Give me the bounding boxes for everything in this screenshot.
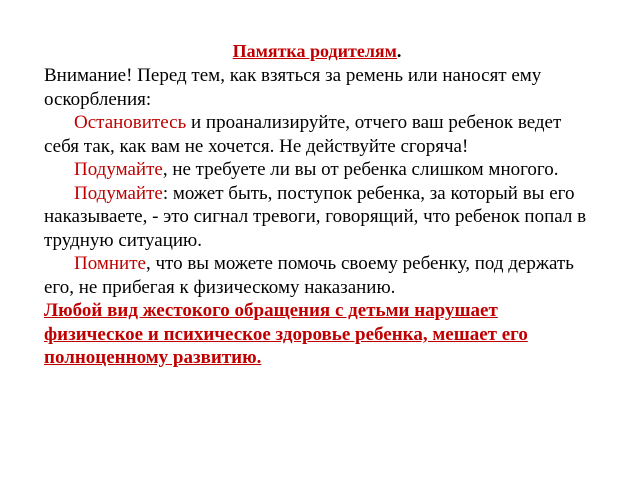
memo-item-text: : может быть, поступок ребенка, за который вы его наказываете, - это сигнал тревоги, говорящий, что ребенок попал в трудную ситуацию. — [44, 182, 587, 251]
memo-item-keyword: Остановитесь — [74, 112, 187, 133]
memo-item-think-demands — [44, 158, 590, 182]
memo-warning: Любой вид жестокого обращения с детьми нарушает физическое и психическое здоровье ребенка, мешает его полноценному развитию. — [44, 300, 528, 368]
memo-item-think-signal — [44, 182, 590, 253]
memo-intro: Внимание! Перед тем, как взяться за ремень или наносят ему оскорбления: — [44, 65, 542, 110]
memo-item-text: и проанализируйте, отчего ваш ребенок ведет себя так, как вам не хочется. Не действуйте сгоряча! — [44, 112, 562, 157]
memo-title-dot: . — [396, 41, 402, 61]
memo-title-text: Памятка родителям — [232, 41, 397, 61]
memo-item-text: , что вы можете помочь своему ребенку, под держать его, не прибегая к физическому наказанию. — [44, 253, 574, 298]
memo-item-keyword: Подумайте — [74, 159, 163, 180]
memo-item-stop — [44, 111, 590, 158]
memo-item-keyword: Помните — [74, 253, 146, 274]
memo-item-remember — [44, 252, 590, 299]
memo-item-keyword: Подумайте — [74, 182, 163, 204]
memo-title — [44, 40, 590, 62]
memo-item-text: , не требуете ли вы от ребенка слишком многого. — [162, 159, 559, 180]
